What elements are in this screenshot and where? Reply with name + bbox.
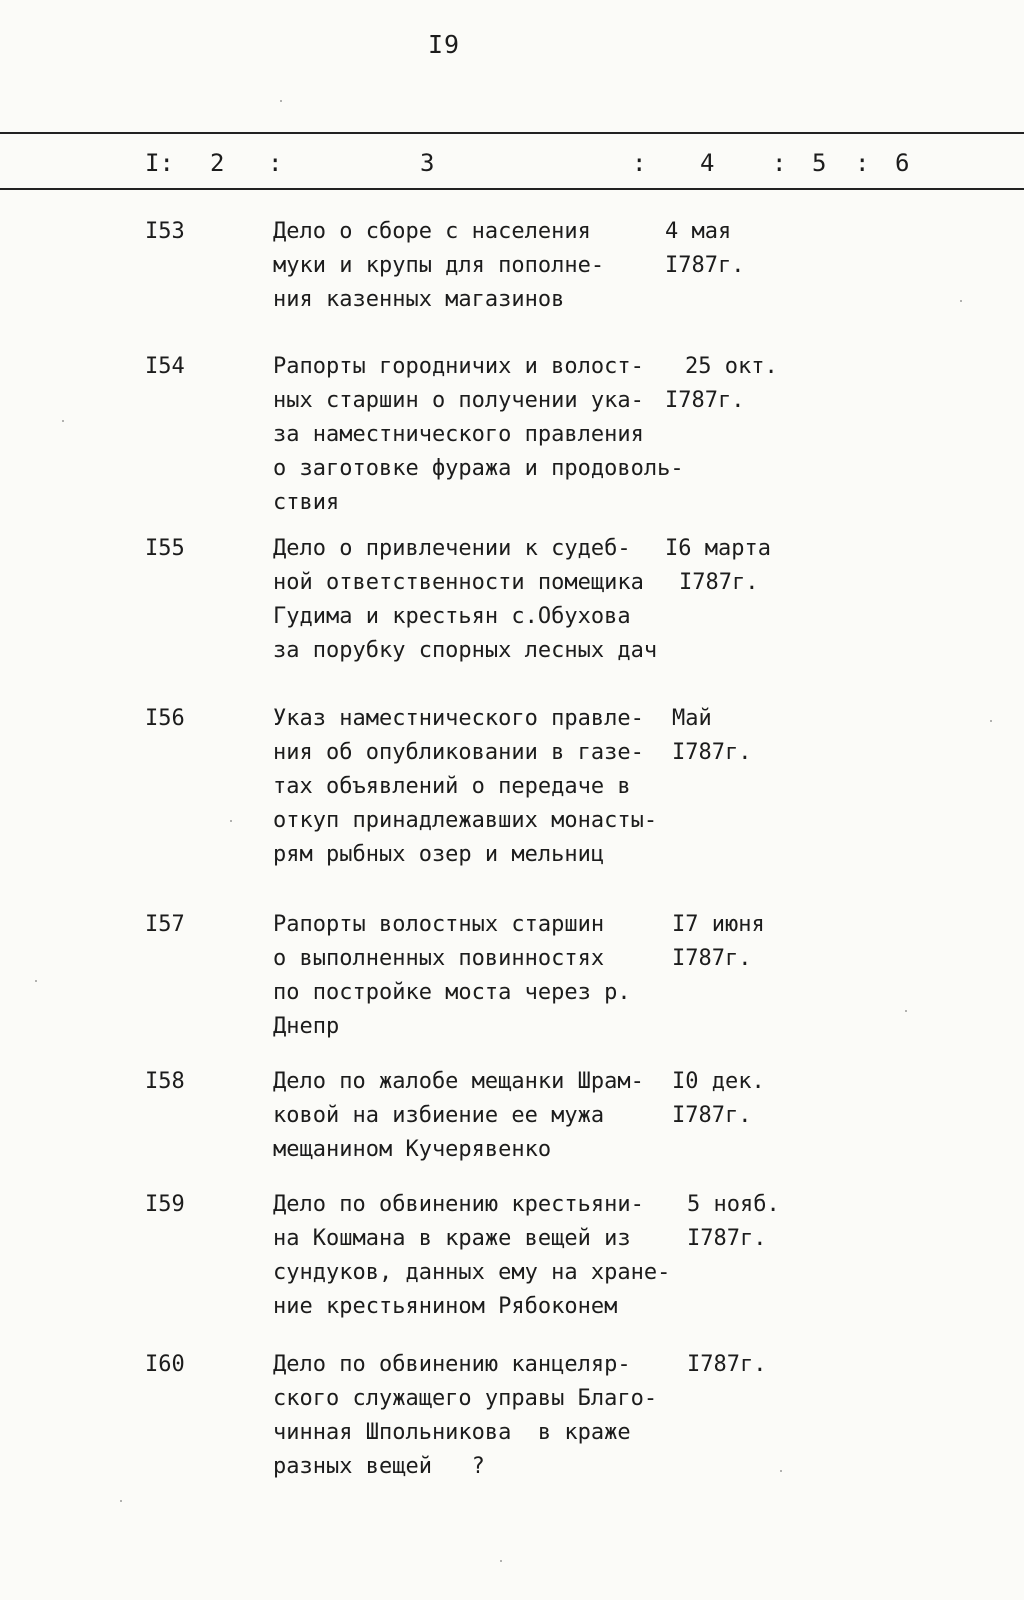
description-line: Рапорты волостных старшин: [273, 912, 605, 937]
description-line: Гудима и крестьян с.Обухова: [273, 604, 631, 629]
entry-date: [672, 702, 822, 770]
date-line: I787г.: [679, 570, 759, 595]
column-separator: :: [632, 149, 647, 177]
date-line: Май: [672, 706, 712, 731]
scan-speck: [280, 100, 282, 102]
description-line: ковой на избиение ее мужа: [273, 1103, 605, 1128]
scan-speck: [120, 1500, 122, 1502]
date-line: I6 марта: [665, 536, 771, 561]
scan-speck: [230, 820, 232, 822]
scan-speck: [990, 720, 992, 722]
description-line: ния об опубликовании в газе-: [273, 740, 644, 765]
description-line: Дело о сборе с населения: [273, 219, 591, 244]
description-line: муки и крупы для пополне-: [273, 253, 605, 278]
date-line: I787г.: [687, 1226, 767, 1251]
date-line: I787г.: [672, 1103, 752, 1128]
scan-speck: [35, 980, 37, 982]
date-line: 25 окт.: [685, 354, 778, 379]
entry-number: I56: [145, 706, 185, 731]
description-line: о заготовке фуража и продоволь-: [273, 456, 684, 481]
entry-description: [273, 1188, 673, 1324]
column-header-5: 5: [812, 149, 827, 177]
column-separator: :: [772, 149, 787, 177]
scan-speck: [780, 1470, 782, 1472]
page-number: I9: [428, 30, 461, 59]
description-line: ной ответственности помещика: [273, 570, 644, 595]
description-line: разных вещей ?: [273, 1454, 485, 1479]
entry-date: [687, 1348, 837, 1382]
description-line: ние крестьянином Рябоконем: [273, 1294, 618, 1319]
description-line: Дело о привлечении к судеб-: [273, 536, 631, 561]
date-line: I787г.: [672, 946, 752, 971]
entry-number: I60: [145, 1352, 185, 1377]
description-line: мещанином Кучерявенко: [273, 1137, 552, 1162]
entry-date: [672, 908, 822, 976]
column-header-4: 4: [700, 149, 715, 177]
date-line: 5 нояб.: [687, 1192, 780, 1217]
column-header-2: 2: [210, 149, 225, 177]
entry-date: [665, 350, 835, 418]
column-separator: :: [855, 149, 870, 177]
scan-speck: [960, 300, 962, 302]
description-line: тах объявлений о передаче в: [273, 774, 631, 799]
entry-description: [273, 1065, 673, 1167]
description-line: ния казенных магазинов: [273, 287, 565, 312]
entry-date: [665, 532, 815, 600]
column-header-6: 6: [895, 149, 910, 177]
description-line: за порубку спорных лесных дач: [273, 638, 658, 663]
entry-number: I59: [145, 1192, 185, 1217]
description-line: по постройке моста через р.: [273, 980, 631, 1005]
description-line: Дело по обвинению крестьяни-: [273, 1192, 644, 1217]
entry-description: [273, 1348, 673, 1484]
column-header-1: I:: [145, 149, 174, 177]
date-line: I787г.: [672, 740, 752, 765]
entry-number: I58: [145, 1069, 185, 1094]
date-line: I787г.: [687, 1352, 767, 1377]
date-line: I787г.: [665, 253, 745, 278]
date-line: I7 июня: [672, 912, 765, 937]
date-line: I0 дек.: [672, 1069, 765, 1094]
entry-description: [273, 702, 673, 872]
description-line: откуп принадлежавших монасты-: [273, 808, 658, 833]
description-line: ствия: [273, 490, 340, 515]
description-line: сундуков, данных ему на хране-: [273, 1260, 671, 1285]
description-line: Указ наместнического правле-: [273, 706, 644, 731]
column-separator: :: [268, 149, 283, 177]
entry-date: [665, 215, 815, 283]
description-line: на Кошмана в краже вещей из: [273, 1226, 631, 1251]
description-line: за наместнического правления: [273, 422, 644, 447]
date-line: 4 мая: [665, 219, 732, 244]
entry-number: I55: [145, 536, 185, 561]
description-line: Рапорты городничих и волост-: [273, 354, 644, 379]
description-line: ского служащего управы Благо-: [273, 1386, 658, 1411]
description-line: Дело по обвинению канцеляр-: [273, 1352, 631, 1377]
description-line: чинная Шпольникова в краже: [273, 1420, 631, 1445]
description-line: Дело по жалобе мещанки Шрам-: [273, 1069, 644, 1094]
entry-description: [273, 350, 684, 520]
description-line: рям рыбных озер и мельниц: [273, 842, 605, 867]
entry-number: I57: [145, 912, 185, 937]
scan-speck: [500, 1560, 502, 1562]
entry-date: [687, 1188, 837, 1256]
entry-description: [273, 908, 673, 1044]
header-top-rule: [0, 132, 1024, 134]
description-line: ных старшин о получении ука-: [273, 388, 644, 413]
scan-speck: [62, 420, 64, 422]
scan-speck: [905, 1010, 907, 1012]
description-line: Днепр: [273, 1014, 340, 1039]
header-bottom-rule: [0, 188, 1024, 190]
entry-number: I53: [145, 219, 185, 244]
date-line: I787г.: [665, 388, 745, 413]
description-line: о выполненных повинностях: [273, 946, 605, 971]
entry-description: [273, 215, 673, 317]
entry-date: [672, 1065, 822, 1133]
column-header-3: 3: [420, 149, 435, 177]
entry-number: I54: [145, 354, 185, 379]
entry-description: [273, 532, 673, 668]
